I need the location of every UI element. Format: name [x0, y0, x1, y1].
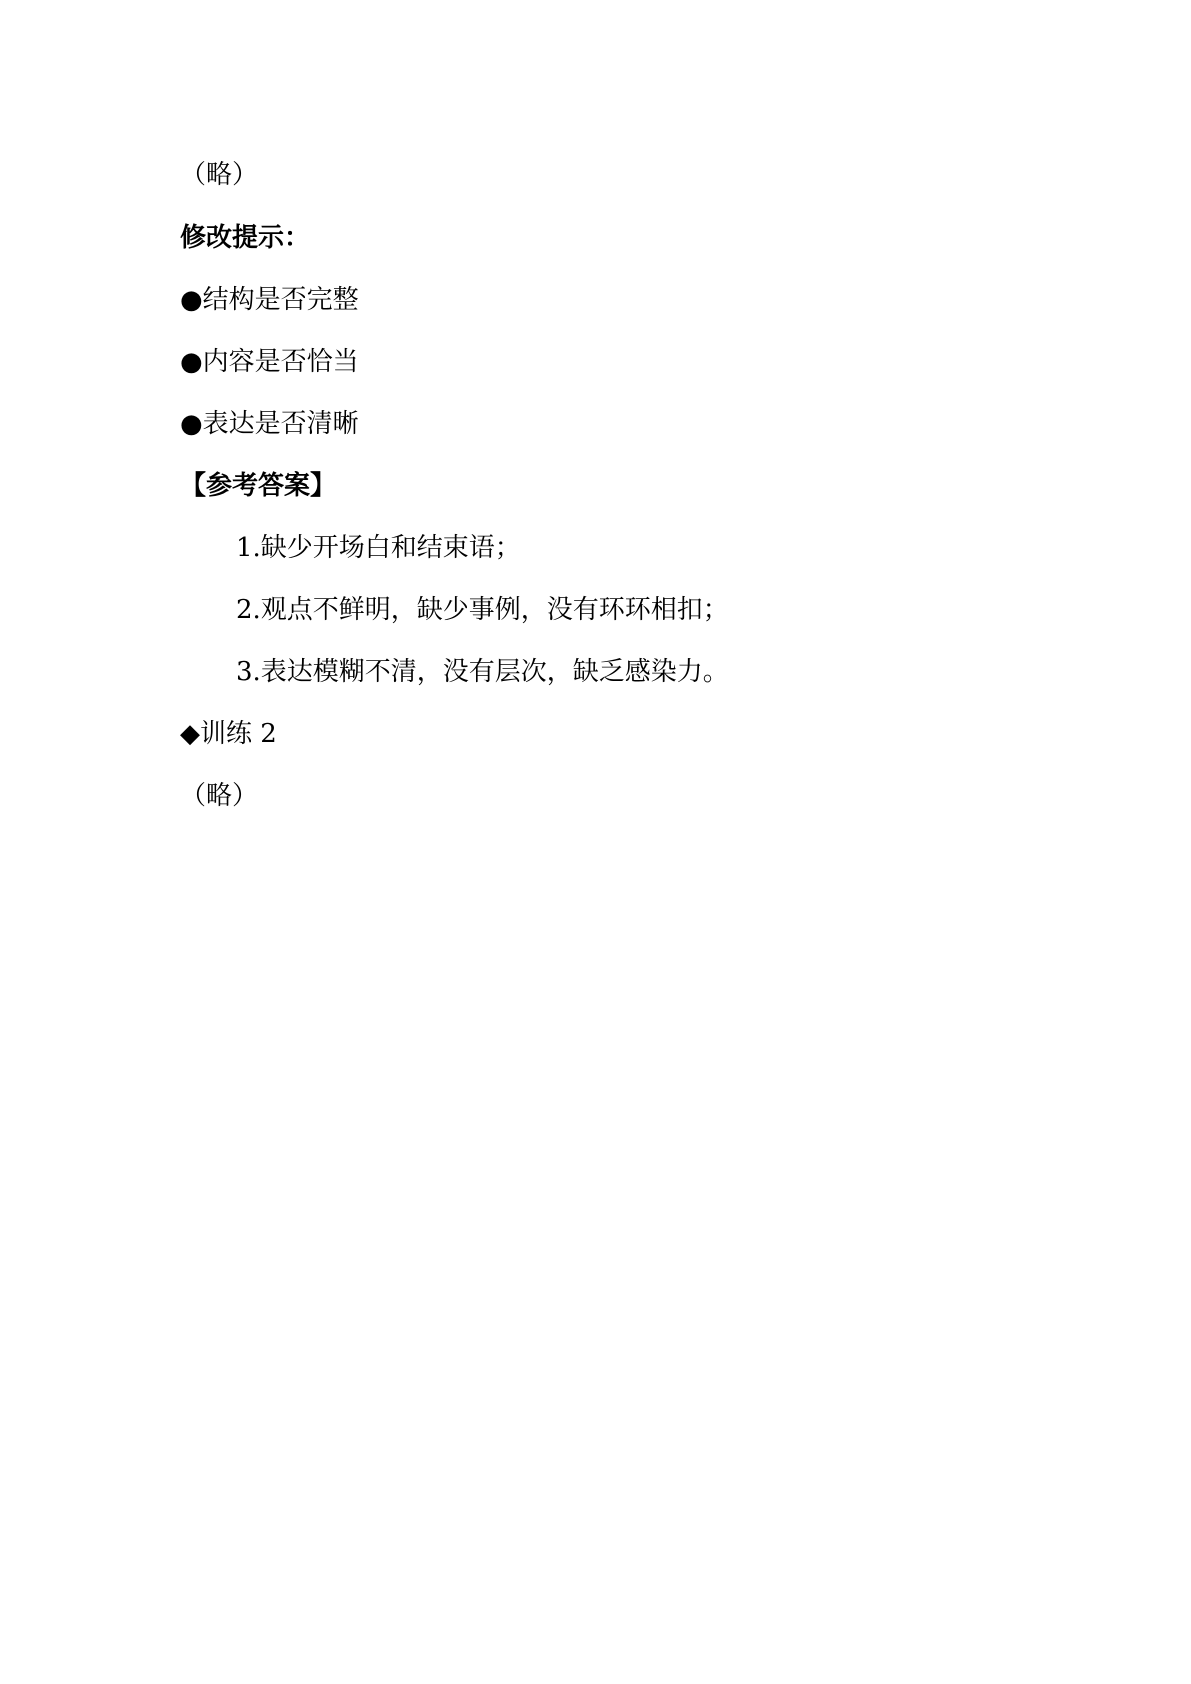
answer-item-2: 2.观点不鲜明，缺少事例，没有环环相扣； [236, 595, 729, 625]
exercise-2-heading: ◆训练 2 [180, 719, 277, 749]
hint-expression: ●表达是否清晰 [180, 409, 359, 439]
omitted-text-2: （略） [180, 781, 259, 811]
omitted-text: （略） [180, 160, 259, 190]
hint-content: ●内容是否恰当 [180, 347, 359, 377]
hint-structure: ●结构是否完整 [180, 285, 359, 315]
revision-hint-heading: 修改提示： [180, 223, 311, 253]
answer-item-3: 3.表达模糊不清，没有层次，缺乏感染力。 [236, 657, 729, 687]
reference-answer-heading: 【参考答案】 [180, 471, 337, 501]
answer-item-1: 1.缺少开场白和结束语； [236, 533, 521, 563]
